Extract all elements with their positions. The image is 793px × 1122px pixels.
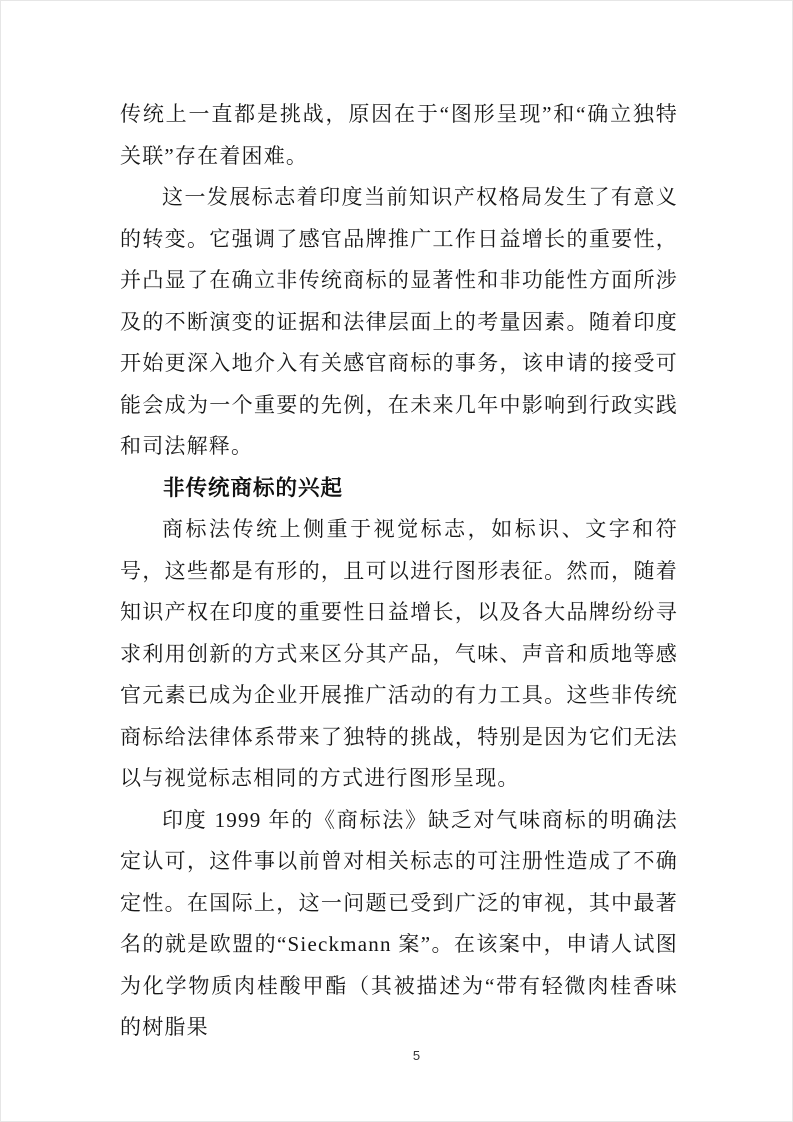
paragraph-trademark-law-visual-signs: 商标法传统上侧重于视觉标志，如标识、文字和符号，这些都是有形的，且可以进行图形表征。然而，随着知识产权在印度的重要性日益增长，以及各大品牌纷纷寻求利用创新的方式来区分其产品，气味、声音和质地等感官元素已成为企业开展推广活动的有力工具。这些非传统商标给法律体系带来了独特的挑战，特别是因为它们无法以与视觉标志相同的方式进行图形呈现。 [120,517,678,790]
document-page [1,1,792,1121]
page-number: 5 [412,1048,421,1063]
section-heading-rise-of-nontraditional-trademarks: 非传统商标的兴起 [163,475,344,500]
paragraph-1999-trademark-act-sieckmann: 印度 1999 年的《商标法》缺乏对气味商标的明确法定认可，这件事以前曾对相关标志的可注册性造成了不确定性。在国际上，这一问题已受到广泛的审视，其中最著名的就是欧盟的“Sieckmann 案”。在该案中，申请人试图为化学物质肉桂酸甲酯（其被描述为“带有轻微肉桂香味的树脂果 [120,807,678,1039]
paragraph-continuation: 传统上一直都是挑战，原因在于“图形呈现”和“确立独特关联”存在着困难。 [120,102,678,168]
paragraph-development-shift: 这一发展标志着印度当前知识产权格局发生了有意义的转变。它强调了感官品牌推广工作日益增长的重要性，并凸显了在确立非传统商标的显著性和非功能性方面所涉及的不断演变的证据和法律层面上的考量因素。随着印度开始更深入地介入有关感官商标的事务，该申请的接受可能会成为一个重要的先例，在未来几年中影响到行政实践和司法解释。 [120,185,678,458]
text-column [120,94,678,1049]
